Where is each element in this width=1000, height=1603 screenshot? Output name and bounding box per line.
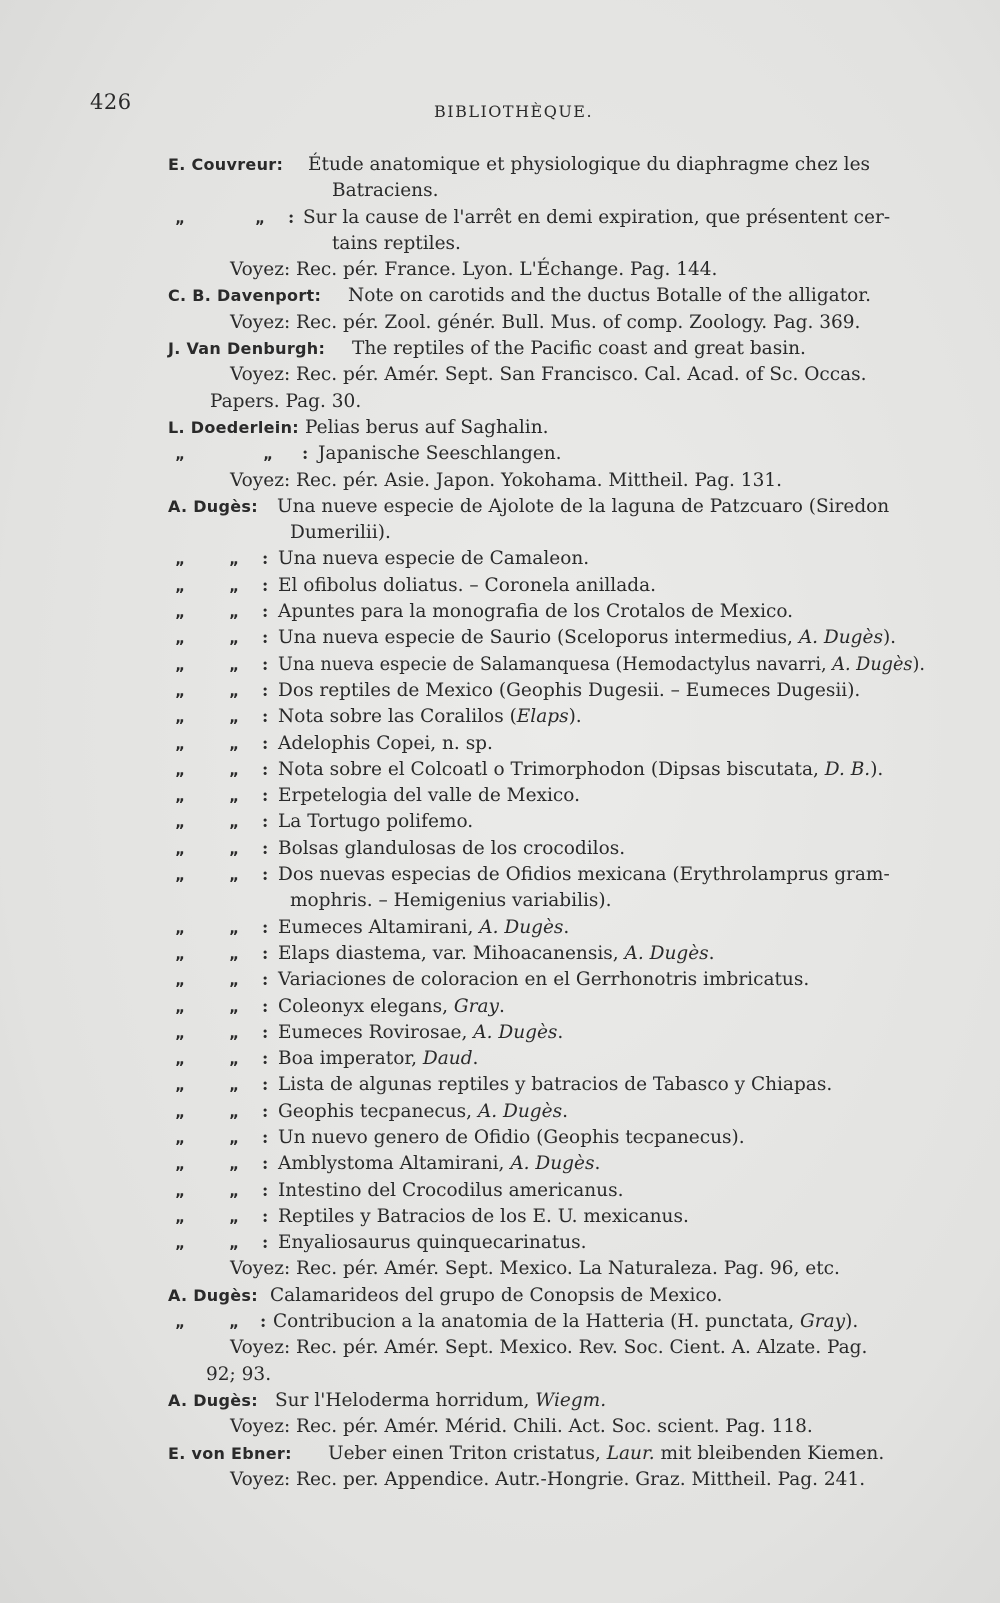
entry-line	[0, 994, 1000, 1020]
colon: :	[262, 1206, 269, 1227]
colon: :	[262, 865, 269, 886]
title-text: Coleonyx elegans,	[278, 995, 454, 1017]
entry-line	[0, 494, 1000, 520]
entry-title	[278, 1204, 689, 1230]
voyez-reference: Voyez: Rec. pér. Amér. Sept. Mexico. La Naturaleza. Pag. 96, etc.	[230, 1258, 840, 1280]
entry-line	[0, 599, 1000, 625]
ditto-mark: „	[229, 813, 239, 832]
entry-line	[0, 1151, 1000, 1177]
colon: :	[262, 1154, 269, 1175]
author-name: E. von Ebner:	[168, 1443, 292, 1463]
entry-line	[0, 573, 1000, 599]
running-head: BIBLIOTHÈQUE.	[434, 102, 594, 121]
title-text: Erpetelogia del valle de Mexico.	[278, 785, 580, 807]
entry-line	[0, 625, 1000, 651]
colon: :	[260, 1312, 267, 1333]
colon: :	[262, 917, 269, 938]
title-text: mit bleibenden Kiemen.	[654, 1442, 885, 1464]
entry-line	[0, 1283, 1000, 1309]
colon: :	[262, 786, 269, 807]
ditto-mark: „	[229, 760, 239, 779]
title-italic: A. Dugès	[479, 916, 564, 938]
title-italic: Elaps	[516, 706, 569, 728]
entry-title: Étude anatomique et physiologique du diaphragme chez les	[308, 154, 871, 175]
title-text: El ofibolus doliatus. – Coronela anillada.	[278, 574, 656, 596]
entry-line	[0, 1125, 1000, 1151]
entry-line	[0, 441, 1000, 467]
entry-title	[278, 809, 473, 835]
ditto-mark: „	[175, 629, 185, 648]
entry-line	[0, 415, 1000, 441]
ditto-mark: „	[175, 1181, 185, 1200]
title-text: Una nueva especie de Salamanquesa (Hemodactylus navarri,	[278, 653, 833, 675]
voyez-reference: Voyez: Rec. per. Appendice. Autr.-Hongrie. Graz. Mittheil. Pag. 241.	[230, 1468, 866, 1490]
ditto-mark: „	[175, 944, 185, 963]
ditto-mark: „	[175, 1102, 185, 1121]
ditto-mark: „	[229, 997, 239, 1016]
entry-line	[0, 1414, 1000, 1440]
title-text: .	[562, 1100, 568, 1122]
ditto-mark: „	[175, 681, 185, 700]
entry-title	[278, 967, 809, 993]
colon: :	[262, 1233, 269, 1254]
ditto-mark: „	[229, 1102, 239, 1121]
entry-title: Una nueve especie de Ajolote de la laguna de Patzcuaro (Siredon	[277, 495, 890, 517]
entry-title	[328, 1441, 884, 1467]
entry-line	[0, 1441, 1000, 1467]
colon: :	[262, 549, 269, 570]
title-italic: A. Dugès	[624, 942, 709, 964]
title-text: ).	[882, 627, 897, 649]
title-text: Una nueva especie de Saurio (Sceloporus intermedius,	[278, 627, 799, 649]
title-text: Variaciones de coloracion en el Gerrhonotris imbricatus.	[278, 969, 810, 991]
colon: :	[262, 996, 269, 1017]
colon: :	[262, 943, 269, 964]
author-name: J. Van Denburgh:	[168, 339, 326, 359]
ditto-mark: „	[229, 944, 239, 963]
entry-title	[278, 546, 589, 572]
entry-line	[0, 1072, 1000, 1098]
voyez-reference: Voyez: Rec. pér. Asie. Japon. Yokohama. Mittheil. Pag. 131.	[230, 469, 783, 491]
entry-line	[0, 1046, 1000, 1072]
entry-title	[278, 941, 715, 967]
title-italic: A. Dugès	[798, 627, 883, 649]
entry-title: Note on carotids and the ductus Botalle of the alligator.	[348, 285, 871, 307]
colon: :	[262, 838, 269, 859]
colon: :	[262, 680, 269, 701]
ditto-mark: „	[175, 839, 185, 858]
entry-title-continuation: Batraciens.	[332, 180, 439, 202]
entry-title	[278, 994, 505, 1020]
title-italic: Gray	[453, 995, 499, 1017]
entry-title-continuation: tains reptiles.	[332, 232, 461, 254]
ditto-mark: „	[175, 971, 185, 990]
entry-title	[278, 731, 493, 757]
duges-items-list	[0, 546, 1000, 1256]
title-text: Nota sobre el Colcoatl o Trimorphodon (Dipsas biscutata,	[278, 758, 825, 780]
colon: :	[262, 759, 269, 780]
entry-line	[0, 468, 1000, 494]
ditto-mark: „	[175, 550, 185, 569]
colon: :	[262, 1049, 269, 1070]
entry-title	[275, 1388, 606, 1414]
entry-line	[0, 888, 1000, 914]
ditto-mark: „	[175, 708, 185, 727]
entry-line	[0, 1099, 1000, 1125]
title-italic: A. Dugès	[832, 653, 913, 675]
ditto-mark: „	[229, 629, 239, 648]
title-text: ).	[912, 653, 925, 675]
colon: :	[262, 628, 269, 649]
ditto-mark: „	[229, 734, 239, 753]
ditto-mark: „	[229, 787, 239, 806]
colon: :	[262, 1075, 269, 1096]
ditto-mark: „	[229, 1128, 239, 1147]
ditto-mark: „	[229, 1234, 239, 1253]
entry-title	[278, 915, 569, 941]
colon: :	[262, 733, 269, 754]
colon: :	[262, 1127, 269, 1148]
voyez-reference: Voyez: Rec. pér. Zool. génér. Bull. Mus. of comp. Zoology. Pag. 369.	[230, 311, 861, 333]
entry-line	[0, 678, 1000, 704]
entry-line	[0, 336, 1000, 362]
entry-title	[278, 599, 793, 625]
ditto-mark: „	[229, 576, 239, 595]
ditto-mark: „	[175, 208, 185, 227]
title-text: Enyaliosaurus quinquecarinatus.	[278, 1232, 587, 1254]
title-text: ).	[870, 758, 884, 780]
entry-line	[0, 915, 1000, 941]
entry-title: Calamarideos del grupo de Conopsis de Mexico.	[270, 1284, 723, 1306]
author-name: A. Dugès:	[168, 496, 258, 516]
title-text: ).	[845, 1311, 859, 1333]
ditto-mark: „	[175, 813, 185, 832]
ditto-mark: „	[229, 918, 239, 937]
voyez-continuation: 92; 93.	[206, 1363, 272, 1385]
entry-line	[0, 178, 1000, 204]
ditto-mark: „	[175, 445, 185, 464]
entry-line	[0, 520, 1000, 546]
ditto-mark: „	[229, 1076, 239, 1095]
ditto-mark: „	[229, 1207, 239, 1226]
title-text: Una nueva especie de Camaleon.	[278, 548, 590, 570]
title-text: Amblystoma Altamirani,	[278, 1153, 511, 1175]
ditto-mark: „	[175, 1155, 185, 1174]
ditto-mark: „	[229, 1050, 239, 1069]
entry-line	[0, 389, 1000, 415]
ditto-mark: „	[175, 760, 185, 779]
ditto-mark: „	[175, 576, 185, 595]
colon: :	[262, 970, 269, 991]
ditto-mark: „	[175, 734, 185, 753]
title-text: La Tortugo polifemo.	[278, 811, 474, 833]
author-name: L. Doederlein:	[168, 417, 299, 437]
title-text: .	[594, 1153, 601, 1175]
entry-title	[278, 1072, 832, 1098]
entry-title	[278, 1125, 745, 1151]
ditto-mark: „	[175, 997, 185, 1016]
entry-title: Pelias berus auf Saghalin.	[305, 416, 549, 438]
colon: :	[262, 1180, 269, 1201]
entry-title	[278, 783, 580, 809]
entry-title	[278, 1020, 563, 1046]
author-name: A. Dugès:	[168, 1285, 258, 1305]
ditto-mark: „	[229, 708, 239, 727]
title-text: Intestino del Crocodilus americanus.	[278, 1179, 624, 1201]
title-text: Eumeces Rovirosae,	[278, 1021, 474, 1043]
title-text: Sur l'Heloderma horridum,	[275, 1389, 536, 1411]
title-text: Ueber einen Triton cristatus,	[328, 1442, 607, 1464]
ditto-mark: „	[229, 839, 239, 858]
voyez-reference: Voyez: Rec. pér. France. Lyon. L'Échange. Pag. 144.	[230, 259, 718, 281]
entry-title	[278, 652, 925, 678]
title-text: .	[557, 1021, 564, 1043]
colon: :	[262, 602, 269, 623]
entry-title	[278, 704, 582, 730]
entry-line	[0, 862, 1000, 888]
entry-line	[0, 941, 1000, 967]
ditto-mark: „	[255, 208, 265, 227]
entry-title	[278, 625, 896, 651]
ditto-mark: „	[175, 1207, 185, 1226]
entry-line	[0, 310, 1000, 336]
entry-line	[0, 704, 1000, 730]
title-text: Boa imperator,	[278, 1048, 423, 1070]
entry-line	[0, 783, 1000, 809]
entry-line	[0, 205, 1000, 231]
entry-title	[278, 836, 625, 862]
title-italic: A. Dugès	[510, 1153, 595, 1175]
title-text: Dos nuevas especias de Ofidios mexicana (Erythrolamprus gram-	[278, 864, 890, 886]
title-italic: Daud	[422, 1048, 473, 1070]
author-name: A. Dugès:	[168, 1390, 258, 1410]
ditto-mark: „	[229, 866, 239, 885]
entry-line	[0, 1335, 1000, 1361]
entry-title	[278, 573, 656, 599]
entry-line	[0, 1256, 1000, 1282]
entry-line	[0, 1362, 1000, 1388]
entry-line	[0, 967, 1000, 993]
title-text: .	[708, 942, 715, 964]
colon: :	[302, 444, 309, 465]
author-name: E. Couvreur:	[168, 155, 284, 174]
colon: :	[262, 1022, 269, 1043]
entry-line	[0, 652, 1000, 678]
ditto-mark: „	[175, 1234, 185, 1253]
title-text: .	[498, 995, 505, 1017]
colon: :	[262, 707, 269, 728]
ditto-mark: „	[175, 603, 185, 622]
title-text: Adelophis Copei, n. sp.	[278, 732, 493, 754]
entry-title	[278, 1046, 478, 1072]
entry-line	[0, 1467, 1000, 1493]
title-text: Un nuevo genero de Ofidio (Geophis tecpanecus).	[278, 1126, 745, 1148]
entry-line	[0, 257, 1000, 283]
entry-line	[0, 1230, 1000, 1256]
title-text: Reptiles y Batracios de los E. U. mexicanus.	[278, 1205, 689, 1227]
entry-title	[278, 757, 883, 783]
entry-title	[278, 1230, 587, 1256]
ditto-mark: „	[175, 918, 185, 937]
entry-line	[0, 231, 1000, 257]
title-text: Bolsas glandulosas de los crocodilos.	[278, 837, 626, 859]
colon: :	[262, 575, 269, 596]
title-italic: Laur.	[606, 1442, 655, 1464]
ditto-mark: „	[175, 787, 185, 806]
ditto-mark: „	[175, 1050, 185, 1069]
ditto-mark: „	[229, 1181, 239, 1200]
ditto-mark: „	[175, 866, 185, 885]
ditto-mark: „	[229, 971, 239, 990]
title-text: Dos reptiles de Mexico (Geophis Dugesii. – Eumeces Dugesii).	[278, 679, 861, 701]
title-text: Apuntes para la monografia de los Crotalos de Mexico.	[278, 601, 794, 623]
ditto-mark: „	[229, 1023, 239, 1042]
entry-line	[0, 1178, 1000, 1204]
title-text: Nota sobre las Coralilos (	[278, 706, 517, 728]
voyez-reference: Voyez: Rec. pér. Amér. Sept. San Francisco. Cal. Acad. of Sc. Occas.	[230, 364, 867, 386]
voyez-continuation: Papers. Pag. 30.	[210, 390, 362, 412]
entry-line	[0, 1204, 1000, 1230]
entry-title-continuation: mophris. – Hemigenius variabilis).	[290, 890, 612, 912]
colon: :	[262, 1101, 269, 1122]
entry-title: Japanische Seeschlangen.	[318, 443, 562, 465]
ditto-mark: „	[229, 1313, 239, 1332]
title-text: Eumeces Altamirani,	[278, 916, 480, 938]
title-text: Geophis tecpanecus,	[278, 1100, 478, 1122]
colon: :	[288, 207, 295, 228]
entry-line	[0, 546, 1000, 572]
ditto-mark: „	[175, 1313, 185, 1332]
entry-title	[278, 862, 890, 888]
entry-title-continuation: Dumerilii).	[290, 522, 391, 544]
voyez-reference: Voyez: Rec. pér. Amér. Sept. Mexico. Rev. Soc. Cient. A. Alzate. Pag.	[230, 1337, 868, 1359]
title-italic: Wiegm.	[535, 1389, 607, 1411]
colon: :	[262, 654, 269, 675]
ditto-mark: „	[175, 1128, 185, 1147]
ditto-mark: „	[175, 1023, 185, 1042]
ditto-mark: „	[229, 1155, 239, 1174]
title-italic: D. B.	[824, 758, 871, 780]
ditto-mark: „	[175, 655, 185, 674]
ditto-mark: „	[229, 550, 239, 569]
title-italic: A. Dugès	[473, 1021, 558, 1043]
page-number: 426	[90, 90, 132, 114]
entry-line	[0, 809, 1000, 835]
entry-title: The reptiles of the Pacific coast and great basin.	[352, 338, 806, 360]
entry-line	[0, 362, 1000, 388]
entry-line	[0, 1388, 1000, 1414]
title-text: Lista de algunas reptiles y batracios de Tabasco y Chiapas.	[278, 1074, 833, 1096]
title-italic: A. Dugès	[477, 1100, 563, 1122]
ditto-mark: „	[229, 655, 239, 674]
entry-line	[0, 1020, 1000, 1046]
title-text: .	[472, 1048, 479, 1070]
entry-line	[0, 283, 1000, 309]
title-text: ).	[568, 706, 582, 728]
author-name: C. B. Davenport:	[168, 286, 322, 306]
ditto-mark: „	[229, 681, 239, 700]
title-text: Elaps diastema, var. Mihoacanensis,	[278, 942, 625, 964]
entry-line	[0, 731, 1000, 757]
ditto-mark: „	[263, 445, 273, 464]
bibliography-entries	[0, 152, 1000, 1493]
entry-title	[273, 1309, 858, 1335]
ditto-mark: „	[175, 1076, 185, 1095]
entry-title	[278, 1099, 568, 1125]
entry-line	[0, 757, 1000, 783]
entry-line	[0, 1309, 1000, 1335]
title-italic: Gray	[800, 1311, 846, 1333]
title-text: .	[563, 916, 570, 938]
entry-line	[0, 152, 1000, 178]
entry-title	[278, 1151, 600, 1177]
title-text: Contribucion a la anatomia de la Hatteria (H. punctata,	[273, 1311, 801, 1333]
entry-line	[0, 836, 1000, 862]
entry-title	[278, 1178, 623, 1204]
voyez-reference: Voyez: Rec. pér. Amér. Mérid. Chili. Act. Soc. scient. Pag. 118.	[230, 1416, 813, 1438]
ditto-mark: „	[229, 603, 239, 622]
colon: :	[262, 812, 269, 833]
entry-title: Sur la cause de l'arrêt en demi expiration, que présentent cer-	[303, 206, 891, 228]
entry-title	[278, 678, 860, 704]
